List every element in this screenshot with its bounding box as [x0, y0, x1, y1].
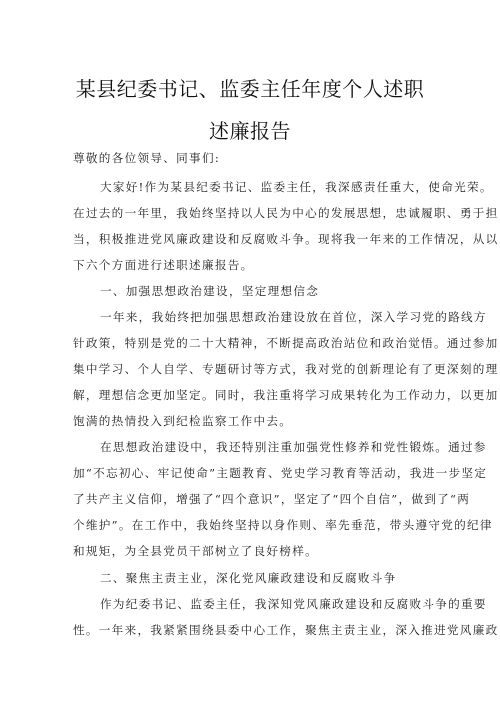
body-line: 解，理想信念更加坚定。同时，我注重将学习成果转化为工作动力，以更加	[73, 388, 499, 402]
salutation: 尊敬的各位领导、同事们:	[73, 151, 221, 165]
body-line: 性。一年来，我紧紧围绕县委中心工作，聚焦主责主业，深入推进党风廉政	[73, 623, 499, 637]
body-line: 下六个方面进行述职述廉报告。	[73, 258, 254, 272]
section-heading: 二、聚焦主责主业，深化党风廉政建设和反腐败斗争	[100, 571, 397, 585]
body-line: 作为纪委书记、监委主任，我深知党风廉政建设和反腐败斗争的重要	[100, 597, 487, 611]
body-line: 和规矩，为全县党员干部树立了良好榜样。	[73, 544, 318, 558]
body-line: 针政策，特别是党的二十大精神，不断提高政治站位和政治觉悟。通过参加	[73, 336, 499, 350]
body-line: 饱满的热情投入到纪检监察工作中去。	[73, 414, 293, 428]
body-line: 集中学习、个人自学、专题研讨等方式，我对党的创新理论有了更深刻的理	[73, 362, 499, 376]
body-line: 大家好!作为某县纪委书记、监委主任，我深感责任重大，使命光荣。	[100, 180, 493, 194]
body-line: 在思想政治建设中，我还特别注重加强党性修养和党性锻炼。通过参	[100, 440, 487, 454]
body-line: 加“不忘初心、牢记使命”主题教育、党史学习教育等活动，我进一步坚定	[73, 466, 488, 480]
body-line: 了共产主义信仰，增强了“四个意识”，坚定了“四个自信”，做到了“两	[73, 492, 471, 506]
body-line: 在过去的一年里，我始终坚持以人民为中心的发展思想，忠诚履职、勇于担	[73, 206, 499, 220]
document-title-line-2: 述廉报告	[209, 119, 291, 143]
document-title-line-1: 某县纪委书记、监委主任年度个人述职	[75, 77, 425, 101]
body-line: 一年来，我始终把加强思想政治建设放在首位，深入学习党的路线方	[100, 310, 487, 324]
body-line: 当，积极推进党风廉政建设和反腐败斗争。现将我一年来的工作情况，从以	[73, 232, 499, 246]
section-heading: 一、加强思想政治建设，坚定理想信念	[100, 284, 320, 298]
body-line: 个维护”。在工作中，我始终坚持以身作则、率先垂范，带头遵守党的纪律	[73, 518, 493, 532]
